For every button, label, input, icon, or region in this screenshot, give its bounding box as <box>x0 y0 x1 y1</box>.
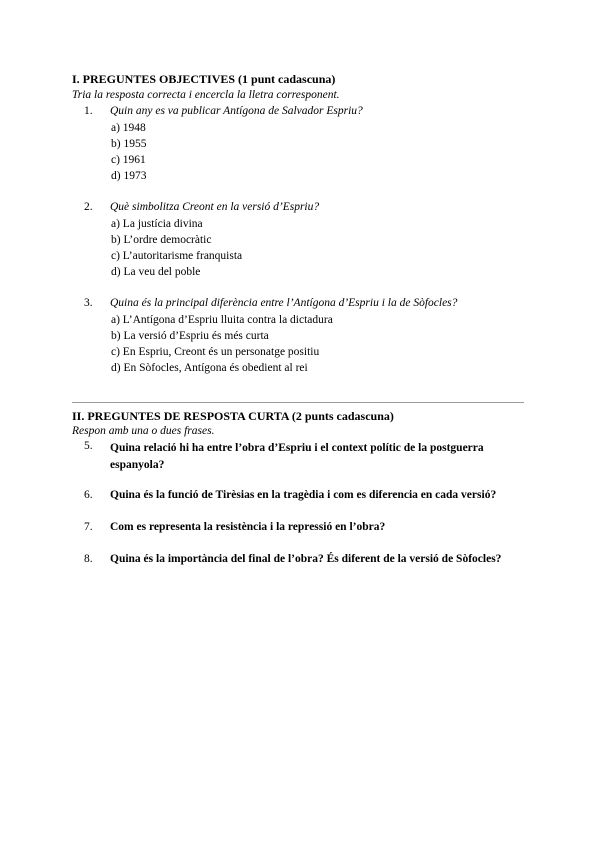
option-3c: c) En Espriu, Creont és un personatge positiu <box>111 346 320 358</box>
question-text: Què simbolitza Creont en la versió d’Espriu? <box>110 201 320 213</box>
section-divider <box>72 402 524 403</box>
section2-title: II. PREGUNTES DE RESPOSTA CURTA (2 punts cadascuna) <box>72 409 394 423</box>
question-text: Quina és la importància del final de l’obra? És diferent de la versió de Sòfocles? <box>110 553 502 565</box>
question-number: 2. <box>84 201 93 213</box>
question-number: 7. <box>84 521 93 533</box>
section1-title: I. PREGUNTES OBJECTIVES (1 punt cadascuna) <box>72 72 336 86</box>
question-text: Quin any es va publicar Antígona de Salvador Espriu? <box>110 105 363 117</box>
option-1b: b) 1955 <box>111 138 147 150</box>
option-2b: b) L’ordre democràtic <box>111 234 212 246</box>
option-1c: c) 1961 <box>111 154 146 166</box>
option-2d: d) La veu del poble <box>111 266 201 278</box>
option-3d: d) En Sòfocles, Antígona és obedient al rei <box>111 362 308 374</box>
option-2a: a) La justícia divina <box>111 218 203 230</box>
option-3b: b) La versió d’Espriu és més curta <box>111 330 269 342</box>
option-3a: a) L’Antígona d’Espriu lluita contra la dictadura <box>111 314 333 326</box>
question-text: Quina és la funció de Tirèsias en la tragèdia i com es diferencia en cada versió? <box>110 489 497 501</box>
question-text: Quina relació hi ha entre l’obra d’Espriu i el context polític de la postguerra espanyola? <box>110 442 484 471</box>
option-2c: c) L’autoritarisme franquista <box>111 250 243 262</box>
section2-instruction: Respon amb una o dues frases. <box>72 425 215 437</box>
question-text: Com es representa la resistència i la repressió en l’obra? <box>110 521 386 533</box>
question-number: 6. <box>84 489 93 501</box>
question-number: 3. <box>84 297 93 309</box>
question-number: 1. <box>84 105 93 117</box>
question-text: Quina és la principal diferència entre l’Antígona d’Espriu i la de Sòfocles? <box>110 297 458 309</box>
option-1a: a) 1948 <box>111 122 146 134</box>
question-number: 5. <box>84 440 93 452</box>
question-number: 8. <box>84 553 93 565</box>
option-1d: d) 1973 <box>111 170 147 182</box>
section1-instruction: Tria la resposta correcta i encercla la lletra corresponent. <box>72 89 340 101</box>
